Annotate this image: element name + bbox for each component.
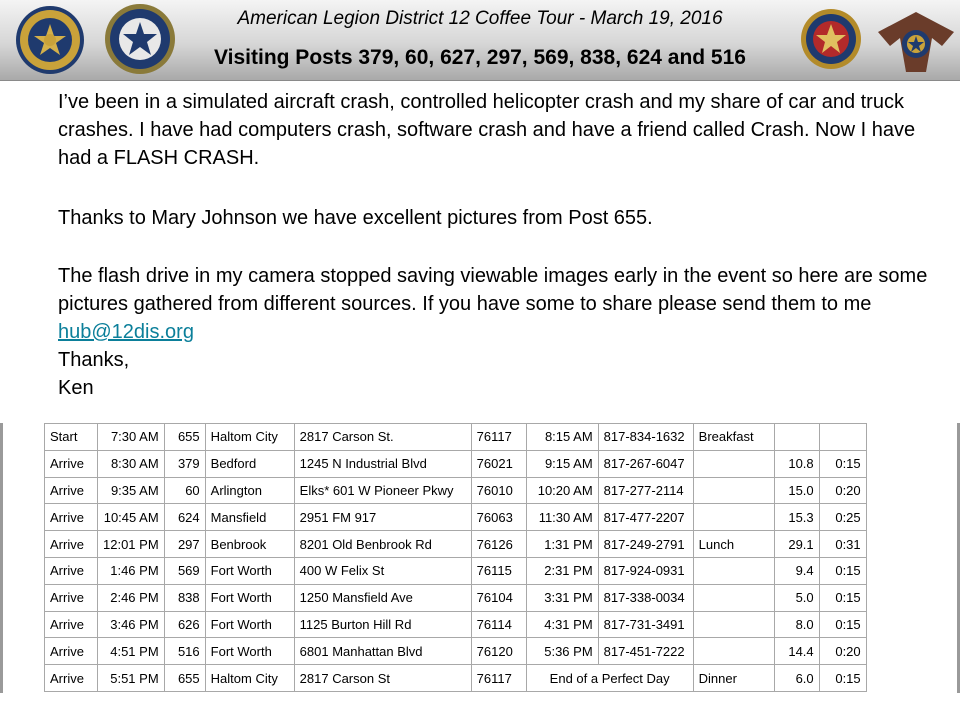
page-subtitle: Visiting Posts 379, 60, 627, 297, 569, 838, 624 and 516 (214, 46, 746, 69)
table-cell: 4:51 PM (98, 638, 165, 665)
table-cell: 5.0 (774, 584, 819, 611)
american-legion-riders-emblem-icon (876, 2, 956, 78)
sons-of-the-american-legion-emblem-icon (800, 2, 862, 76)
table-cell: 817-477-2207 (598, 504, 693, 531)
table-cell: 2:46 PM (98, 584, 165, 611)
table-row (45, 638, 867, 665)
table-cell: 8:15 AM (526, 424, 598, 451)
table-cell: 5:36 PM (526, 638, 598, 665)
table-cell (693, 611, 774, 638)
table-cell: 0:20 (819, 638, 866, 665)
table-cell: Start (45, 424, 98, 451)
table-cell: 8:30 AM (98, 450, 165, 477)
table-cell: 379 (164, 450, 205, 477)
table-cell (693, 477, 774, 504)
paragraph-flash-drive (58, 262, 938, 346)
table-cell: 76063 (471, 504, 526, 531)
table-cell: 0:15 (819, 665, 866, 692)
table-cell: 3:31 PM (526, 584, 598, 611)
table-cell (693, 638, 774, 665)
table-cell: 0:15 (819, 611, 866, 638)
table-cell: 297 (164, 531, 205, 558)
table-cell: Bedford (205, 450, 294, 477)
table-row (45, 665, 867, 692)
table-cell: Arrive (45, 531, 98, 558)
table-cell: Arrive (45, 638, 98, 665)
table-cell: 76104 (471, 584, 526, 611)
table-cell: 60 (164, 477, 205, 504)
table-cell: Arrive (45, 557, 98, 584)
table-cell: 5:51 PM (98, 665, 165, 692)
table-cell (693, 450, 774, 477)
table-cell: Fort Worth (205, 611, 294, 638)
table-cell: 76117 (471, 665, 526, 692)
table-cell: 817-451-7222 (598, 638, 693, 665)
table-cell: 817-249-2791 (598, 531, 693, 558)
american-legion-emblem-icon (14, 4, 86, 76)
table-cell: Arrive (45, 611, 98, 638)
table-cell: 1125 Burton Hill Rd (294, 611, 471, 638)
table-cell: 1:31 PM (526, 531, 598, 558)
table-cell: 1250 Mansfield Ave (294, 584, 471, 611)
table-cell: Haltom City (205, 424, 294, 451)
table-cell: 655 (164, 424, 205, 451)
table-cell: 655 (164, 665, 205, 692)
table-cell: 15.3 (774, 504, 819, 531)
table-cell: 10.8 (774, 450, 819, 477)
table-cell: Haltom City (205, 665, 294, 692)
table-cell: 10:20 AM (526, 477, 598, 504)
table-cell: 569 (164, 557, 205, 584)
signoff-thanks: Thanks, (58, 349, 130, 371)
table-row (45, 450, 867, 477)
table-cell: Arrive (45, 584, 98, 611)
table-cell: 15.0 (774, 477, 819, 504)
table-cell: 0:15 (819, 450, 866, 477)
table-cell: 76115 (471, 557, 526, 584)
table-cell: 0:20 (819, 477, 866, 504)
table-cell: 2817 Carson St (294, 665, 471, 692)
table-cell: 76117 (471, 424, 526, 451)
table-cell: 817-924-0931 (598, 557, 693, 584)
table-cell: 624 (164, 504, 205, 531)
table-row (45, 584, 867, 611)
table-cell: Fort Worth (205, 584, 294, 611)
table-cell: 14.4 (774, 638, 819, 665)
table-cell: 817-834-1632 (598, 424, 693, 451)
table-cell: 8201 Old Benbrook Rd (294, 531, 471, 558)
table-cell: 10:45 AM (98, 504, 165, 531)
table-cell: 7:30 AM (98, 424, 165, 451)
table-cell: 9.4 (774, 557, 819, 584)
table-cell: 1:46 PM (98, 557, 165, 584)
table-cell (693, 584, 774, 611)
header-banner (0, 0, 960, 81)
paragraph-flash-drive-text: The flash drive in my camera stopped saving viewable images early in the event so here are some pictures gathered from different sources. If you have some to share please send them to me (58, 265, 928, 315)
table-cell: 8.0 (774, 611, 819, 638)
message-body (58, 88, 938, 402)
table-cell: 76021 (471, 450, 526, 477)
table-cell: Breakfast (693, 424, 774, 451)
table-cell: 9:15 AM (526, 450, 598, 477)
table-cell: 400 W Felix St (294, 557, 471, 584)
table-cell: 0:31 (819, 531, 866, 558)
table-cell: Arlington (205, 477, 294, 504)
table-cell: 0:25 (819, 504, 866, 531)
table-cell: Elks* 601 W Pioneer Pkwy (294, 477, 471, 504)
table-cell-merged: End of a Perfect Day (526, 665, 693, 692)
paragraph-crash: I’ve been in a simulated aircraft crash, controlled helicopter crash and my share of car and truck crashes. I have had computers crash, software crash and have a friend called Crash. Now I have had a FLASH CRASH. (58, 91, 916, 169)
table-cell: Mansfield (205, 504, 294, 531)
table-cell: Arrive (45, 504, 98, 531)
table-cell (774, 424, 819, 451)
table-cell: 838 (164, 584, 205, 611)
table-cell: 6801 Manhattan Blvd (294, 638, 471, 665)
table-cell: Fort Worth (205, 557, 294, 584)
table-cell: 76126 (471, 531, 526, 558)
table-cell: 3:46 PM (98, 611, 165, 638)
schedule-image (0, 423, 960, 720)
table-cell: 817-277-2114 (598, 477, 693, 504)
table-row (45, 557, 867, 584)
table-cell: 2:31 PM (526, 557, 598, 584)
email-link[interactable]: hub@12dis.org (58, 321, 194, 343)
table-cell: 76114 (471, 611, 526, 638)
table-cell: 11:30 AM (526, 504, 598, 531)
table-cell: 626 (164, 611, 205, 638)
table-cell: 12:01 PM (98, 531, 165, 558)
table-cell: 29.1 (774, 531, 819, 558)
table-cell: Arrive (45, 450, 98, 477)
table-cell: 0:15 (819, 557, 866, 584)
table-cell: 76120 (471, 638, 526, 665)
table-cell (819, 424, 866, 451)
table-cell: 817-731-3491 (598, 611, 693, 638)
table-cell: 76010 (471, 477, 526, 504)
table-row (45, 424, 867, 451)
table-row (45, 531, 867, 558)
paragraph-thanks: Thanks to Mary Johnson we have excellent pictures from Post 655. (58, 207, 653, 229)
table-cell: 2951 FM 917 (294, 504, 471, 531)
table-cell: 1245 N Industrial Blvd (294, 450, 471, 477)
table-cell: Fort Worth (205, 638, 294, 665)
table-row (45, 504, 867, 531)
table-cell: 516 (164, 638, 205, 665)
signoff-name: Ken (58, 377, 94, 399)
table-cell: Arrive (45, 477, 98, 504)
schedule-table (44, 423, 867, 692)
table-cell: Benbrook (205, 531, 294, 558)
table-cell: 6.0 (774, 665, 819, 692)
table-cell: 9:35 AM (98, 477, 165, 504)
table-cell: 0:15 (819, 584, 866, 611)
table-cell (693, 504, 774, 531)
table-cell: Lunch (693, 531, 774, 558)
page-title: American Legion District 12 Coffee Tour - March 19, 2016 (237, 8, 723, 29)
table-row (45, 611, 867, 638)
table-cell (693, 557, 774, 584)
table-cell: 817-267-6047 (598, 450, 693, 477)
table-cell: Arrive (45, 665, 98, 692)
table-cell: 817-338-0034 (598, 584, 693, 611)
table-row (45, 477, 867, 504)
table-cell: Dinner (693, 665, 774, 692)
table-cell: 4:31 PM (526, 611, 598, 638)
table-cell: 2817 Carson St. (294, 424, 471, 451)
